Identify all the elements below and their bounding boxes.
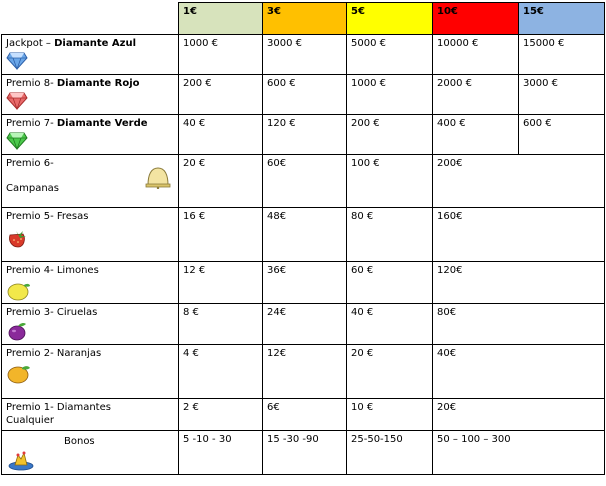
header-15-euro: 15€ [519,3,605,35]
prize-label-line2: Cualquier [6,415,54,426]
prize-label: Premio 3- Ciruelas [6,307,98,318]
prize-label-cell [2,35,179,75]
prize-value: 20€ [433,399,605,431]
prize-label-cell [2,431,179,475]
prize-value: 200 € [347,115,433,155]
prize-label: Premio 8- Diamante Rojo [6,78,140,89]
prize-value: 10 € [347,399,433,431]
bonus-icon [6,447,36,471]
prize-value: 2000 € [433,75,519,115]
prize-value: 16 € [179,208,263,262]
prize-value: 40 € [179,115,263,155]
prize-value: 200€ [433,155,605,208]
plum-icon [6,321,30,341]
prize-value: 80€ [433,304,605,345]
prize-value: 80 € [347,208,433,262]
lemon-icon [6,281,32,301]
table-row [2,75,605,115]
header-1-euro: 1€ [179,3,263,35]
prize-label-cell [2,208,179,262]
strawberry-icon [6,227,30,249]
bell-icon [144,165,172,189]
prize-value: 60 € [347,262,433,304]
prize-value: 50 – 100 – 300 [433,431,605,475]
prize-label-line1: Premio 1- Diamantes [6,402,111,413]
prize-value: 2 € [179,399,263,431]
prize-value: 40€ [433,345,605,399]
blue-diamond-icon [6,52,28,70]
prize-value: 12€ [263,345,347,399]
prize-label-cell [2,75,179,115]
table-row [2,304,605,345]
prize-value: 4 € [179,345,263,399]
header-blank-cell [2,3,179,35]
prize-value: 1000 € [179,35,263,75]
table-row [2,399,605,431]
prize-label-cell [2,155,179,208]
prize-value: 24€ [263,304,347,345]
prize-label-cell [2,399,179,431]
prize-value: 20 € [347,345,433,399]
prize-value: 600 € [263,75,347,115]
prize-value: 3000 € [263,35,347,75]
header-3-euro: 3€ [263,3,347,35]
prize-label-cell [2,345,179,399]
prize-value: 1000 € [347,75,433,115]
table-row [2,345,605,399]
prize-value: 12 € [179,262,263,304]
prize-value: 25-50-150 [347,431,433,475]
prize-label-cell [2,115,179,155]
prize-value: 15000 € [519,35,605,75]
prize-label: Premio 5- Fresas [6,211,89,222]
bonus-label: Bonos [64,436,95,447]
prize-value: 5000 € [347,35,433,75]
header-5-euro: 5€ [347,3,433,35]
prize-label-line2: Campanas [6,183,60,194]
table-row [2,208,605,262]
prize-value: 20 € [179,155,263,208]
prize-value: 10000 € [433,35,519,75]
header-10-euro: 10€ [433,3,519,35]
prize-value: 8 € [179,304,263,345]
prize-value: 200 € [179,75,263,115]
table-row [2,431,605,475]
prize-label: Jackpot – Diamante Azul [6,38,137,49]
prize-label: Premio 2- Naranjas [6,348,102,359]
prize-value: 5 -10 - 30 [179,431,263,475]
prize-label: Premio 7- Diamante Verde [6,118,148,129]
prize-value: 48€ [263,208,347,262]
prize-value: 120€ [433,262,605,304]
prize-value: 100 € [347,155,433,208]
red-diamond-icon [6,92,28,110]
prize-value: 36€ [263,262,347,304]
table-row [2,35,605,75]
prize-label-line1: Premio 6- [6,158,54,169]
prize-table [1,2,605,475]
prize-value: 3000 € [519,75,605,115]
table-row [2,115,605,155]
prize-value: 15 -30 -90 [263,431,347,475]
table-row [2,262,605,304]
table-row [2,155,605,208]
prize-value: 400 € [433,115,519,155]
prize-label-cell [2,304,179,345]
prize-value: 600 € [519,115,605,155]
prize-label-cell [2,262,179,304]
prize-value: 160€ [433,208,605,262]
prize-value: 40 € [347,304,433,345]
orange-icon [6,364,32,384]
prize-value: 120 € [263,115,347,155]
header-row [2,3,605,35]
green-diamond-icon [6,132,28,150]
prize-value: 6€ [263,399,347,431]
prize-value: 60€ [263,155,347,208]
prize-label: Premio 4- Limones [6,265,99,276]
